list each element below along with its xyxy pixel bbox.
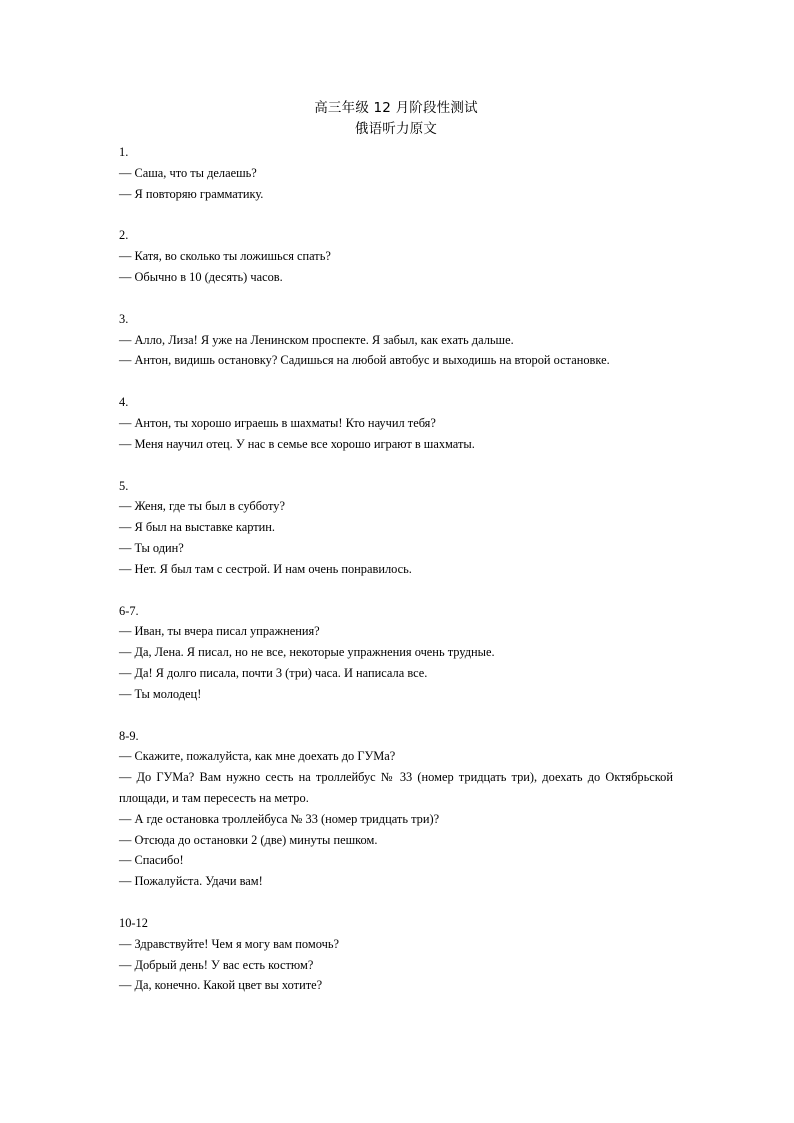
- dialogue-line: — Ты молодец!: [119, 686, 202, 701]
- dialogue-line: — Спасибо!: [119, 853, 184, 868]
- dialogue-8-9: [119, 726, 673, 892]
- dialogue-line: — Здравствуйте! Чем я могу вам помочь?: [119, 936, 339, 951]
- dialogue-number: 5.: [119, 478, 129, 493]
- dialogue-line: — Обычно в 10 (десять) часов.: [119, 269, 283, 284]
- dialogue-line: — Иван, ты вчера писал упражнения?: [119, 624, 320, 639]
- dialogue-line: — Да, конечно. Какой цвет вы хотите?: [119, 978, 323, 993]
- dialogue-line: — Пожалуйста. Удачи вам!: [119, 874, 263, 889]
- dialogue-line: — Антон, видишь остановку? Садишься на любой автобус и выходишь на второй остановке.: [119, 353, 610, 368]
- dialogue-number: 6-7.: [119, 603, 139, 618]
- dialogue-line: — Да, Лена. Я писал, но не все, некоторые упражнения очень трудные.: [119, 645, 495, 660]
- dialogue-line: — Я был на выставке картин.: [119, 520, 276, 535]
- dialogue-line: — Скажите, пожалуйста, как мне доехать до ГУМа?: [119, 749, 396, 764]
- dialogue-line: — Нет. Я был там с сестрой. И нам очень понравилось.: [119, 561, 412, 576]
- dialogue-line: — Ты один?: [119, 540, 184, 555]
- dialogue-line: — Алло, Лиза! Я уже на Ленинском проспекте. Я забыл, как ехать дальше.: [119, 332, 514, 347]
- document-header: [119, 98, 673, 140]
- dialogue-number: 3.: [119, 311, 129, 326]
- dialogue-10-12: [119, 913, 673, 996]
- dialogue-2: [119, 225, 673, 287]
- document-subtitle: 俄语听力原文: [354, 121, 438, 137]
- dialogue-5: [119, 476, 673, 580]
- dialogue-line: — А где остановка троллейбуса № 33 (номер тридцать три)?: [119, 811, 440, 826]
- dialogue-number: 2.: [119, 228, 129, 243]
- dialogue-line: — Антон, ты хорошо играешь в шахматы! Кто научил тебя?: [119, 415, 436, 430]
- dialogue-line: — Да! Я долго писала, почти 3 (три) часа. И написала все.: [119, 665, 428, 680]
- dialogue-3: [119, 309, 673, 371]
- dialogue-line: — До ГУМа? Вам нужно сесть на троллейбус № 33 (номер тридцать три), доехать до Октябрьской площади, и там пересесть на метро.: [119, 770, 673, 805]
- dialogue-6-7: [119, 601, 673, 705]
- dialogue-number: 8-9.: [119, 728, 139, 743]
- dialogue-line: — Я повторяю грамматику.: [119, 186, 264, 201]
- dialogue-number: 1.: [119, 145, 129, 159]
- dialogue-line: — Меня научил отец. У нас в семье все хорошо играют в шахматы.: [119, 436, 475, 451]
- dialogue-line: — Саша, что ты делаешь?: [119, 165, 257, 180]
- dialogue-line: — Женя, где ты был в субботу?: [119, 499, 286, 514]
- dialogue-line: — Катя, во сколько ты ложишься спать?: [119, 249, 331, 264]
- dialogue-number: 10-12: [119, 915, 148, 930]
- dialogue-line: — Добрый день! У вас есть костюм?: [119, 957, 314, 972]
- document-title: 高三年级 12 月阶段性测试: [314, 100, 478, 116]
- dialogue-number: 4.: [119, 395, 129, 410]
- dialogue-4: [119, 392, 673, 454]
- dialogue-line: — Отсюда до остановки 2 (две) минуты пешком.: [119, 832, 378, 847]
- dialogue-1: [119, 142, 673, 204]
- document-page: [119, 98, 673, 1017]
